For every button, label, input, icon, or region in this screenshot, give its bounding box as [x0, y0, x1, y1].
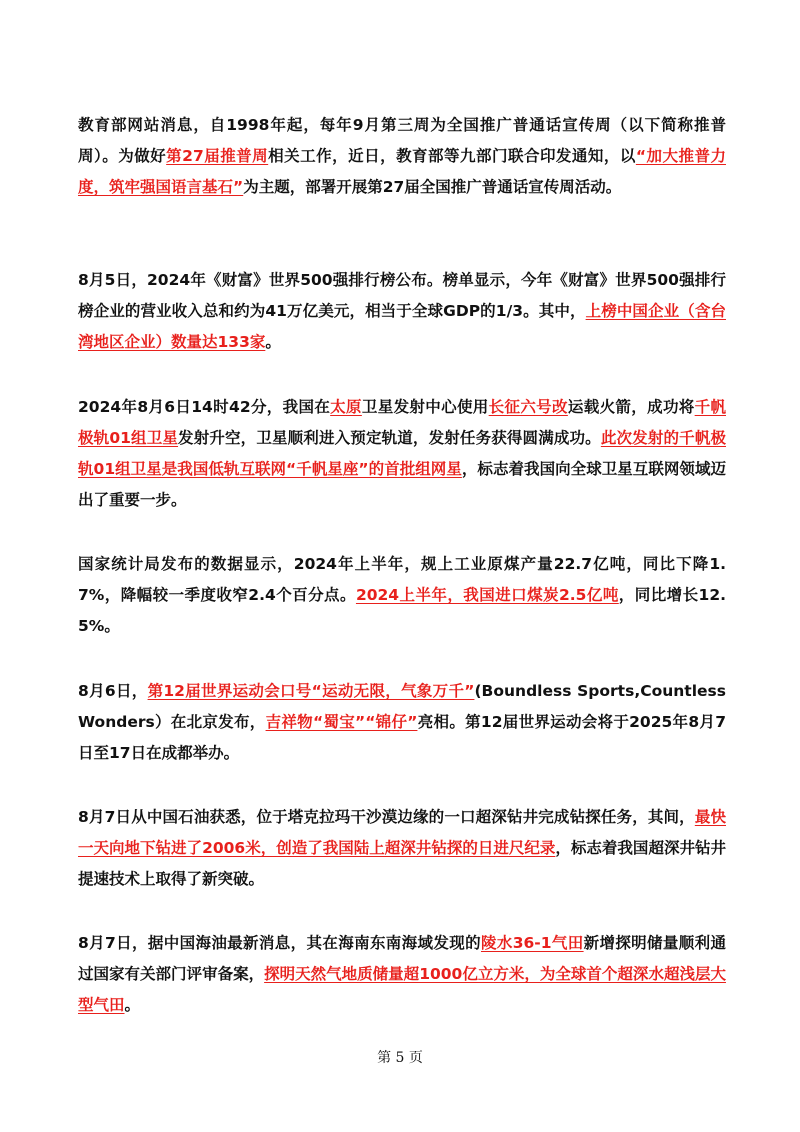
text-segment: 亮相。第12届世界运动会将于2025年8月7日至17日在成都举办。 [78, 713, 727, 762]
text-segment: 。 [124, 996, 141, 1014]
text-segment: (Boundless Sports,Countless Wonders）在北京发布， [78, 682, 726, 731]
highlight-segment: 吉祥物“蜀宝”“锦仔” [265, 713, 418, 731]
highlight-segment: 2024上半年，我国进口煤炭2.5亿吨 [355, 586, 619, 604]
text-segment: ，标志着我国超深井钻井提速技术上取得了新突破。 [78, 839, 726, 888]
text-segment: ，同比增长12.5%。 [78, 586, 726, 635]
paragraph-fortune-500 [78, 265, 726, 358]
text-segment: 新增探明储量顺利通过国家有关部门评审备案， [78, 934, 726, 983]
highlight-segment: 此次发射的千帆极轨01组卫星是我国低轨互联网“千帆星座”的首批组网星 [78, 429, 726, 478]
text-segment: 8月6日， [78, 682, 148, 700]
paragraph-gas-field [78, 928, 726, 1021]
highlight-segment: 陵水36-1气田 [480, 934, 584, 952]
text-segment: 卫星发射中心使用 [361, 398, 489, 416]
paragraph-coal-statistics [78, 549, 726, 642]
paragraph-satellite-launch [78, 392, 726, 516]
highlight-segment: 探明天然气地质储量超1000亿立方米，为全球首个超深水超浅层大型气田 [78, 965, 726, 1014]
highlight-segment: 长征六号改 [488, 398, 568, 416]
highlight-segment: “加大推普力度，筑牢强国语言基石” [78, 147, 726, 196]
text-segment: 8月7日，据中国海油最新消息，其在海南东南海域发现的 [78, 934, 481, 952]
highlight-segment: 第27届推普周 [166, 147, 269, 165]
text-segment: 为主题，部署开展第27届全国推广普通话宣传周活动。 [243, 178, 622, 196]
text-segment: 8月7日从中国石油获悉，位于塔克拉玛干沙漠边缘的一口超深钻井完成钻探任务，其间， [78, 808, 695, 826]
text-segment: ，标志着我国向全球卫星互联网领域迈出了重要一步。 [78, 460, 726, 509]
text-segment: 教育部网站消息，自1998年起，每年9月第三周为全国推广普通话宣传周（以下简称推普周）。为做好 [78, 116, 726, 165]
paragraph-deep-drilling [78, 802, 726, 895]
text-segment: 2024年8月6日14时42分，我国在 [78, 398, 331, 416]
text-segment: 国家统计局发布的数据显示，2024年上半年，规上工业原煤产量22.7亿吨，同比下降1.7%，降幅较一季度收窄2.4个百分点。 [78, 555, 726, 604]
paragraph-putonghua-week [78, 110, 726, 203]
text-segment: 发射升空，卫星顺利进入预定轨道，发射任务获得圆满成功。 [178, 429, 601, 447]
highlight-segment: 千帆极轨01组卫星 [78, 398, 726, 447]
highlight-segment: 最快一天向地下钻进了2006米，创造了我国陆上超深井钻探的日进尺纪录 [78, 808, 726, 857]
paragraph-world-games [78, 676, 726, 769]
text-segment: 8月5日，2024年《财富》世界500强排行榜公布。榜单显示，今年《财富》世界500强排行榜企业的营业收入总和约为41万亿美元，相当于全球GDP的1/3。其中， [78, 271, 726, 320]
text-segment: 。 [265, 333, 281, 351]
text-segment: 相关工作，近日，教育部等九部门联合印发通知，以 [268, 147, 636, 165]
page-number: 第 5 页 [377, 1050, 423, 1066]
highlight-segment: 上榜中国企业（含台湾地区企业）数量达133家 [78, 302, 726, 351]
highlight-segment: 太原 [330, 398, 362, 416]
text-segment: 运载火箭，成功将 [567, 398, 695, 416]
highlight-segment: 第12届世界运动会口号“运动无限，气象万千” [147, 682, 475, 700]
